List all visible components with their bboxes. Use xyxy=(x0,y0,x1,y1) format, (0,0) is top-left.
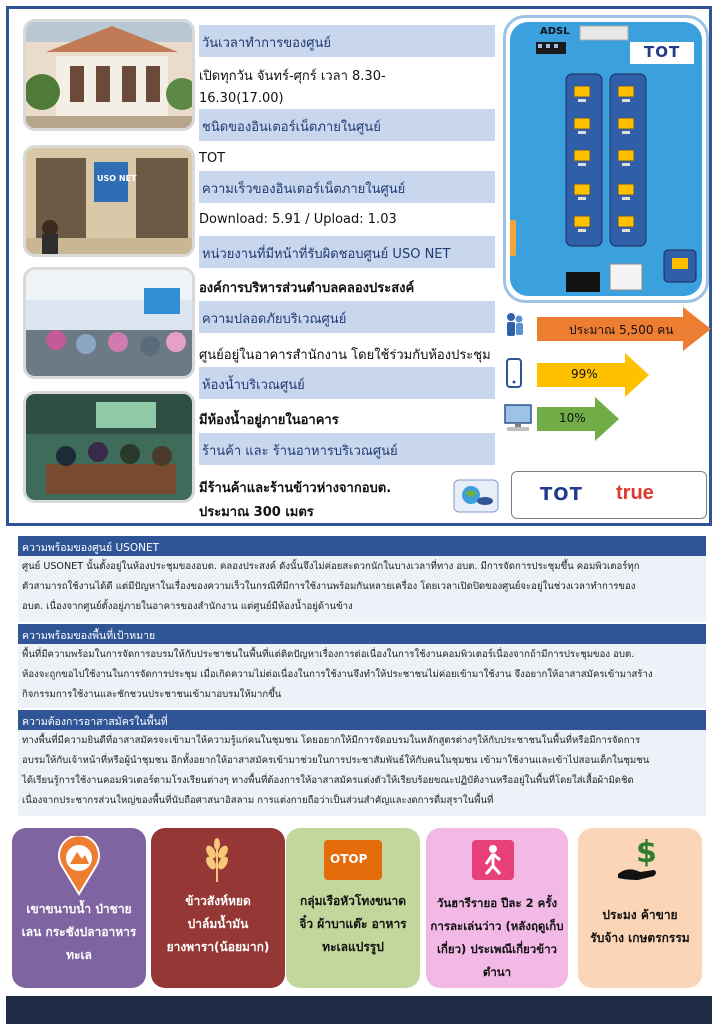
card-agriculture-line3: ยางพารา(น้อยมาก) xyxy=(166,940,270,954)
card-occupation-line1: ประมง ค้าขาย xyxy=(602,908,678,922)
true-logo: true xyxy=(616,482,654,504)
section-volunteer-needs-body xyxy=(18,730,706,816)
location-pin-icon xyxy=(56,836,102,900)
computer-stat xyxy=(503,395,623,441)
body-line: ศูนย์ USONET นั้นตั้งอยู่ในห้องประชุมของอบต. คลองประสงค์ ดังนั้นจึงไม่ค่อยสะดวกนักในบางเวลาที่ทาง อบต. มีการจัดการประชุมขึ้น คอมพิวเตอร์ทุก xyxy=(22,561,640,572)
card-culture-line4: ตำนา xyxy=(482,965,512,979)
card-occupation xyxy=(578,828,702,988)
speed-value: Download: 5.91 / Upload: 1.03 xyxy=(199,212,397,227)
card-culture-line2: การละเล่นว่าว (หลังฤดูเก็บ xyxy=(430,919,564,933)
card-occupation-line2: รับจ้าง เกษตรกรรม xyxy=(590,931,690,945)
body-line: ห้องจะถูกขอไปใช้งานในการจัดการประชุม เมื่อเกิดความไม่ต่อเนื่องในการใช้งานจึงทำให้ประชาชนไม่ค่อยเข้ามาใช้งาน จึงอยากให้อาสาสมัครเข้ามาสร้าง xyxy=(22,669,653,680)
speed-title: ความเร็วของอินเตอร์เน็ตภายในศูนย์ xyxy=(199,171,495,203)
dancer-icon xyxy=(472,840,514,880)
mobile-stat xyxy=(503,351,653,397)
section-volunteer-needs-title: ความต้องการอาสาสมัครในพื้นที่ xyxy=(18,710,706,730)
tot-logo: TOT xyxy=(540,484,583,505)
adsl-label: ADSL xyxy=(540,26,570,37)
hours-line2: 16.30(17.00) xyxy=(199,91,284,106)
body-line: เนื่องจากประชากรส่วนใหญ่ของพื้นที่นับถือศาสนาอิสลาม การแต่งกายถือว่าเป็นส่วนสำคัญและงดการดื่มสุราในพื้นที่ xyxy=(22,795,494,806)
safety-title: ความปลอดภัยบริเวณศูนย์ xyxy=(199,301,495,333)
safety-value: ศูนย์อยู่ในอาคารสำนักงาน โดยใช้ร่วมกับห้องประชุม xyxy=(199,348,491,363)
hours-title: วันเวลาทำการของศูนย์ xyxy=(199,25,495,57)
body-line: กิจกรรมการใช้งานและชักชวนประชาชนเข้ามาอบรมให้มากขึ้น xyxy=(22,689,282,700)
footer-bar xyxy=(6,996,712,1024)
internet-type-value: TOT xyxy=(199,151,226,166)
section-center-readiness-body xyxy=(18,556,706,622)
section-center-readiness-title: ความพร้อมของศูนย์ USONET xyxy=(18,536,706,556)
card-otop-line1: กลุ่มเรือหัวโทงขนาด xyxy=(299,894,407,908)
body-line: อบต. เนื่องจากศูนย์ตั้งอยู่ภายในอาคารของสำนักงาน แต่ศูนย์มีห้องน้ำอยู่ด้านข้าง xyxy=(22,601,353,612)
card-agriculture-line2: ปาล์มน้ำมัน xyxy=(187,917,249,931)
photo-meeting-room xyxy=(23,391,195,503)
wheat-icon xyxy=(197,838,237,888)
desktop-computer-icon xyxy=(505,405,531,431)
card-otop-line2: จิ๋ว ผ้าบาแต๊ะ อาหาร xyxy=(299,917,407,931)
mobile-value: 99% xyxy=(571,367,598,381)
population-value: ประมาณ 5,500 คน xyxy=(569,323,674,337)
agency-value: องค์การบริหารส่วนตำบลคลองประสงค์ xyxy=(199,281,415,296)
card-geography-line2: เลน กระชังปลาอาหาร xyxy=(21,925,137,939)
mobile-phone-icon xyxy=(507,359,521,387)
population-stat xyxy=(503,305,711,351)
toilet-value: มีห้องน้ำอยู่ภายในอาคาร xyxy=(199,413,339,428)
section-area-readiness-title: ความพร้อมของพื้นที่เป้าหมาย xyxy=(18,624,706,644)
card-geography xyxy=(12,828,146,988)
network-diagram xyxy=(503,15,709,303)
body-line: ได้เรียนรู้การใช้งานคอมพิวเตอร์ตามโรงเรียนต่างๆ ทางพื้นที่ต้องการให้อาสาสมัครแต่งตัวให้เรียบร้อยขณะปฏิบัติงานหรืออยู่ในพื้นที่โดยใส่เสื้อผ้ามิดชิด xyxy=(22,775,634,786)
card-agriculture xyxy=(151,828,285,988)
network-tot-label: TOT xyxy=(644,43,681,61)
card-culture xyxy=(426,828,568,988)
shop-line1: มีร้านค้าและร้านข้าวห่างจากอบต. xyxy=(199,481,392,496)
money-hand-icon xyxy=(614,834,666,888)
photo-computer-room xyxy=(23,267,195,379)
otop-badge-icon xyxy=(324,840,382,880)
internet-type-title: ชนิดของอินเตอร์เน็ตภายในศูนย์ xyxy=(199,109,495,141)
photo-sign-label: USO NET xyxy=(97,174,137,183)
agency-title: หน่วยงานที่มีหน้าที่รับผิดชอบศูนย์ USO NET xyxy=(199,236,495,268)
photo-uso-net-entrance xyxy=(23,145,195,257)
body-line: อบรมให้กับเจ้าหน้าที่หรือผู้นำชุมชน อีกทั้งอยากให้อาสาสมัครเข้ามาช่วยในการประชาสัมพันธ์ให้กับคนในชุมชน เข้ามาใช้งานและเข้าไปสอนเด็กในชุมชน xyxy=(22,755,650,766)
card-geography-line3: ทะเล xyxy=(66,948,92,962)
card-otop xyxy=(286,828,420,988)
svg-text:$: $ xyxy=(636,835,657,870)
card-culture-line3: เกี่ยว) ประเพณีเกี่ยวข้าว xyxy=(436,942,558,956)
body-line: ทางพื้นที่มีความยินดีที่อาสาสมัครจะเข้ามาให้ความรู้แก่คนในชุมชน โดยอยากให้มีการจัดอบรมในหลักสูตรต่างๆให้กับประชาชนในพื้นที่หรือมีการจัดการ xyxy=(22,735,641,746)
shop-line2: ประมาณ 300 เมตร xyxy=(199,505,314,520)
otop-badge-label: OTOP xyxy=(330,852,368,866)
center-info-panel xyxy=(6,6,712,526)
partner-logos xyxy=(511,471,707,519)
toilet-title: ห้องน้ำบริเวณศูนย์ xyxy=(199,367,495,399)
network-diagram-background xyxy=(510,22,702,296)
photo-building-exterior xyxy=(23,19,195,131)
section-area-readiness-body xyxy=(18,644,706,708)
internet-globe-icon xyxy=(453,479,499,513)
card-geography-line1: เขาขนาบน้ำ ป่าชาย xyxy=(26,902,132,916)
shop-title: ร้านค้า และ ร้านอาหารบริเวณศูนย์ xyxy=(199,433,495,465)
computer-value: 10% xyxy=(559,411,586,425)
card-agriculture-line1: ข้าวสังห์หยด xyxy=(185,894,251,908)
card-otop-line3: ทะเลแปรรูป xyxy=(322,940,384,954)
card-culture-line1: วันฮารีรายอ ปีละ 2 ครั้ง xyxy=(436,896,558,910)
body-line: ตัวสามารถใช้งานได้ดี แต่มีปัญหาในเรื่องของความเร็วในกรณีที่มีการใช้งานพร้อมกันหลายเครื่อง โดยเวลาเปิดปิดของศูนย์จะอยู่ในช่วงเวลาทำการของ xyxy=(22,581,636,592)
hours-line1: เปิดทุกวัน จันทร์-ศุกร์ เวลา 8.30- xyxy=(199,69,386,84)
body-line: พื้นที่มีความพร้อมในการจัดการอบรมให้กับประชาชนในพื้นที่แต่ติดปัญหาเรื่องการต่อเนื่องในการใช้งานคอมพิวเตอร์เนื่องจากถ้ามีการประชุมของ อบต. xyxy=(22,649,635,660)
people-icon xyxy=(507,313,523,336)
